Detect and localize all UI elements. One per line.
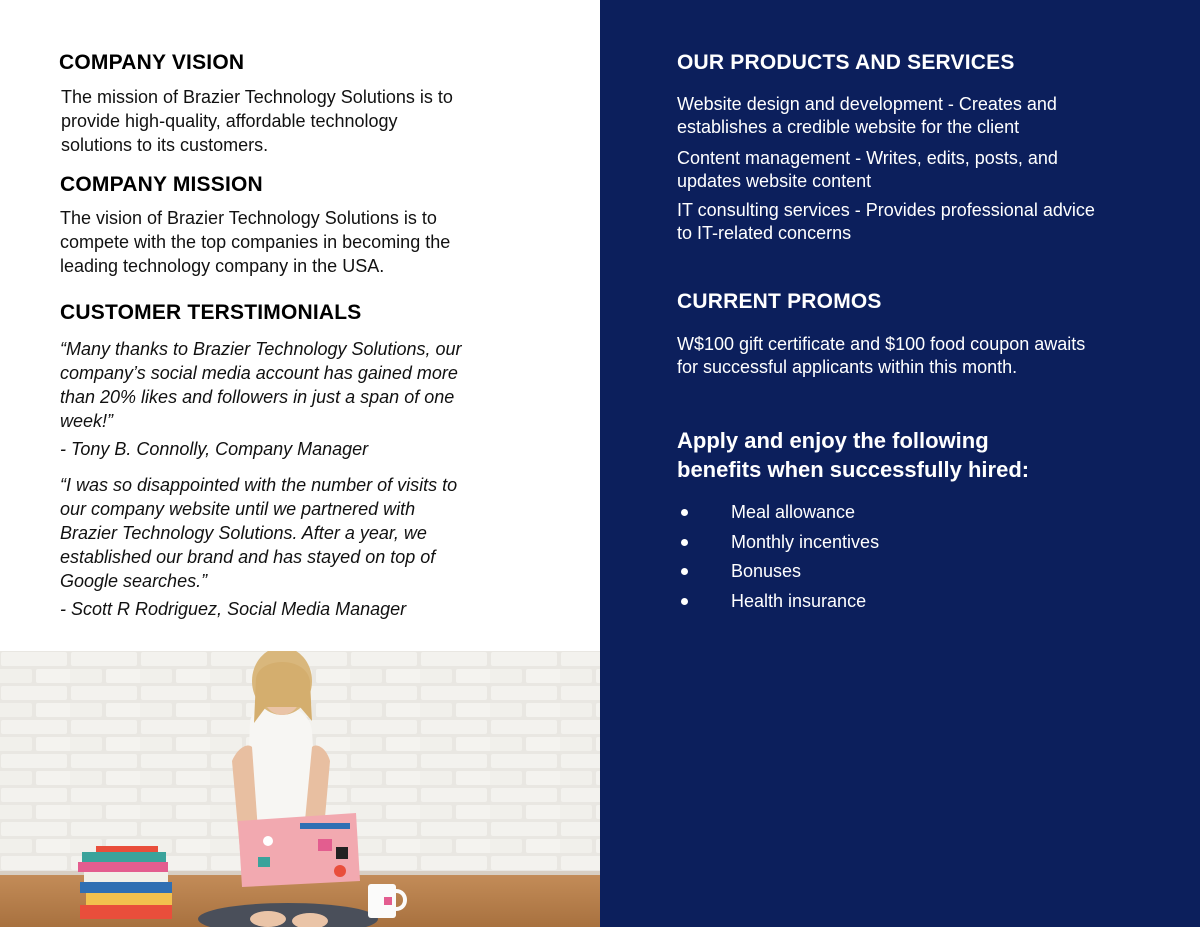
text-line: compete with the top companies in becoming the [60, 232, 451, 252]
service-item [677, 199, 1095, 245]
text-line: company’s social media account has gained more [60, 363, 458, 383]
current-promos-heading: CURRENT PROMOS [677, 290, 882, 313]
text-line: The vision of Brazier Technology Solutions is to [60, 208, 437, 228]
text-line: updates website content [677, 171, 872, 191]
testimonial-author: - Tony B. Connolly, Company Manager [60, 439, 369, 459]
text-line: Google searches.” [60, 571, 208, 591]
company-mission-text [60, 206, 450, 278]
benefit-label: Monthly incentives [731, 531, 880, 552]
text-line: benefits when successfully hired: [677, 457, 1030, 482]
text-line: provide high-quality, affordable technology [61, 111, 398, 131]
testimonial-quote [60, 473, 457, 593]
text-line: W$100 gift certificate and $100 food coupon awaits [677, 334, 1086, 354]
text-line: than 20% likes and followers in just a span of one [60, 387, 455, 407]
testimonial-author: - Scott R Rodriguez, Social Media Manager [60, 599, 407, 619]
testimonials-heading: CUSTOMER TERSTIMONIALS [60, 301, 362, 324]
bullet-icon [681, 539, 688, 546]
service-item [677, 93, 1057, 139]
text-line: to IT-related concerns [677, 223, 852, 243]
text-line: Content management - Writes, edits, posts, and [677, 148, 1058, 168]
text-line: for successful applicants within this month. [677, 357, 1018, 377]
text-line: leading technology company in the USA. [60, 256, 385, 276]
apply-benefits-heading [677, 426, 1029, 484]
text-line: establishes a credible website for the client [677, 117, 1020, 137]
promo-text [677, 333, 1085, 379]
company-mission-heading: COMPANY MISSION [60, 173, 263, 196]
text-line: solutions to its customers. [61, 135, 269, 155]
benefit-label: Bonuses [731, 561, 802, 581]
text-line: IT consulting services - Provides professional advice [677, 200, 1095, 220]
benefit-label: Health insurance [731, 590, 867, 611]
text-line: week!” [60, 411, 114, 431]
company-vision-heading: COMPANY VISION [59, 51, 245, 74]
text-line: our company website until we partnered with [60, 499, 416, 519]
text-line: “I was so disappointed with the number of visits to [60, 475, 458, 495]
right-column [600, 0, 1200, 927]
text-line: Website design and development - Creates and [677, 94, 1057, 114]
testimonial-quote [60, 337, 462, 433]
company-vision-text [61, 85, 453, 157]
products-services-heading: OUR PRODUCTS AND SERVICES [677, 51, 1015, 74]
woman-with-laptop-photo [0, 651, 600, 927]
text-line: established our brand and has stayed on top of [60, 547, 436, 567]
bullet-icon [681, 598, 688, 605]
bullet-icon [681, 509, 688, 516]
text-line: The mission of Brazier Technology Solutions is to [61, 87, 453, 107]
service-item [677, 147, 1058, 193]
bullet-icon [681, 568, 688, 575]
text-line: “Many thanks to Brazier Technology Solutions, our [60, 339, 462, 359]
text-line: Apply and enjoy the following [677, 428, 989, 453]
benefit-label: Meal allowance [731, 502, 856, 522]
text-line: Brazier Technology Solutions. After a year, we [60, 523, 427, 543]
